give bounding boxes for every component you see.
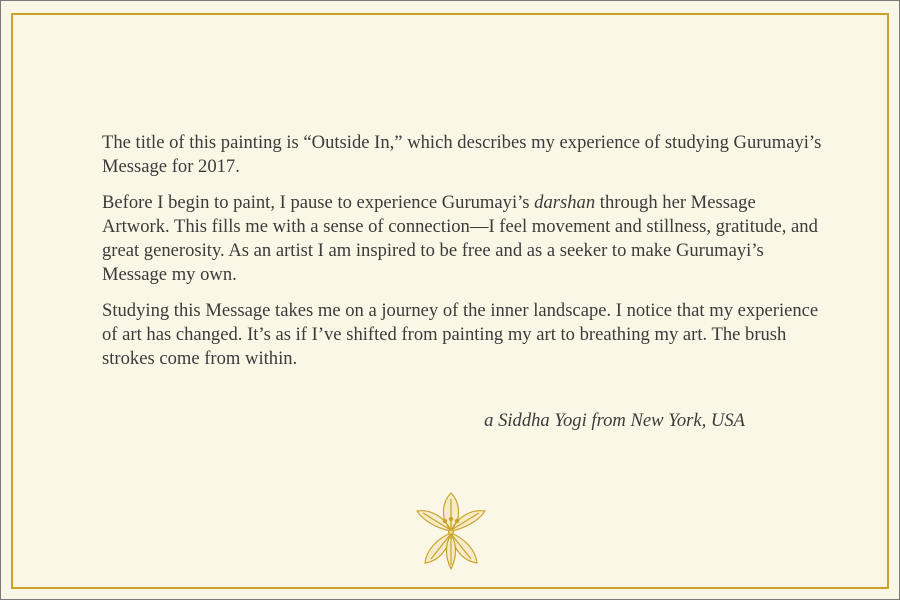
attribution: a Siddha Yogi from New York, USA — [484, 410, 745, 431]
paragraph-darshan — [102, 191, 822, 287]
paragraph-3-text: Studying this Message takes me on a journey of the inner landscape. I notice that my experience of art has changed. It’s as if I’ve shifted from painting my art to breathing my art. The brush strokes come from within. — [102, 300, 819, 369]
lily-flower-icon — [411, 491, 491, 571]
paragraph-2-text-start: Before I begin to paint, I pause to experience Gurumayi’s — [102, 192, 535, 213]
testimonial-body — [102, 131, 822, 383]
darshan-emphasis: darshan — [534, 192, 596, 213]
paragraph-inner-landscape — [102, 299, 822, 371]
paragraph-title-description — [102, 131, 822, 179]
paragraph-2-text-end: through her Message Artwork. This fills me with a sense of connection—I feel movement and stillness, gratitude, and great generosity. As an artist I am inspired to be free and as a seeker to make Gurumayi’s Message my own. — [102, 192, 818, 285]
paragraph-1-text: The title of this painting is “Outside In,” which describes my experience of studying Gurumayi’s Message for 2017. — [102, 132, 822, 177]
